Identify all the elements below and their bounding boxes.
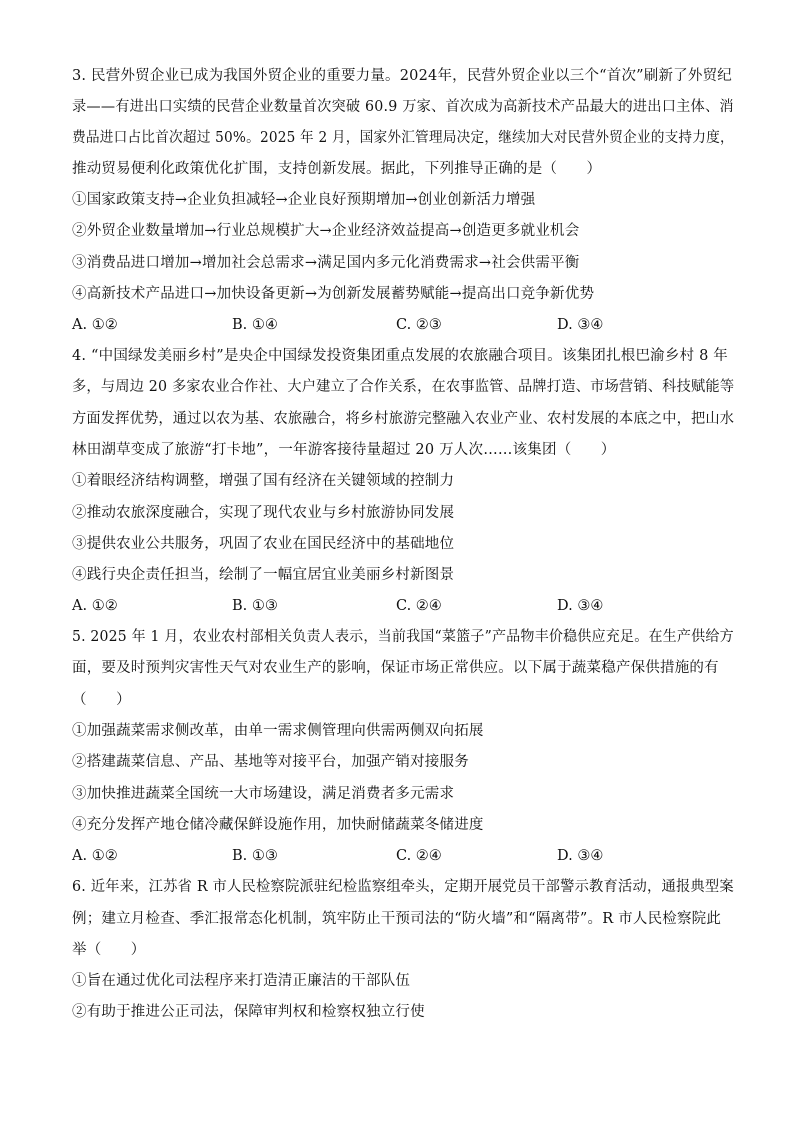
question-3-option-c: C. ②③ bbox=[396, 317, 442, 333]
question-4-item: ③提供农业公共服务，巩固了农业在国民经济中的基础地位 bbox=[72, 536, 455, 552]
question-3-stem-line: 3. 民营外贸企业已成为我国外贸企业的重要力量。2024年，民营外贸企业以三个“首次”刷新了外贸纪 bbox=[72, 68, 732, 84]
question-4-option-a: A. ①② bbox=[72, 598, 118, 614]
question-5-item: ④充分发挥产地仓储冷藏保鲜设施作用，加快耐储蔬菜冬储进度 bbox=[72, 817, 484, 833]
question-6-item: ②有助于推进公正司法，保障审判权和检察权独立行使 bbox=[72, 1004, 425, 1020]
question-6-stem-line: 例；建立月检查、季汇报常态化机制，筑牢防止干预司法的“防火墙”和“隔离带”。R 市人民检察院此 bbox=[72, 911, 722, 927]
question-3-option-a: A. ①② bbox=[72, 317, 118, 333]
question-3-stem-line: 推动贸易便利化政策优化扩围，支持创新发展。据此，下列推导正确的是（ ） bbox=[72, 161, 602, 177]
question-3-stem-line: 录——有进出口实绩的民营企业数量首次突破 60.9 万家、首次成为高新技术产品最大的进出口主体、消 bbox=[72, 99, 734, 115]
question-5-option-c: C. ②④ bbox=[396, 848, 442, 864]
question-5-stem-line: （ ） bbox=[72, 692, 131, 708]
question-6-stem-line: 举（ ） bbox=[72, 942, 146, 958]
question-4-item: ②推动农旅深度融合，实现了现代农业与乡村旅游协同发展 bbox=[72, 505, 455, 521]
question-4-stem-line: 林田湖草变成了旅游“打卡地”，一年游客接待量超过 20 万人次……该集团（ ） bbox=[72, 442, 616, 458]
question-6-item: ①旨在通过优化司法程序来打造清正廉洁的干部队伍 bbox=[72, 973, 411, 989]
question-4-item: ①着眼经济结构调整，增强了国有经济在关键领域的控制力 bbox=[72, 473, 455, 489]
question-4-stem-line: 多，与周边 20 多家农业合作社、大户建立了合作关系，在农事监管、品牌打造、市场营销、科技赋能等 bbox=[72, 379, 735, 395]
question-5-option-b: B. ①③ bbox=[232, 848, 278, 864]
question-3-option-d: D. ③④ bbox=[557, 317, 604, 333]
question-3-item: ④高新技术产品进口→加快设备更新→为创新发展蓄势赋能→提高出口竞争新优势 bbox=[72, 286, 595, 302]
question-4-option-c: C. ②④ bbox=[396, 598, 442, 614]
question-6-stem-line: 6. 近年来，江苏省 R 市人民检察院派驻纪检监察组牵头，定期开展党员干部警示教育活动，通报典型案 bbox=[72, 879, 734, 895]
question-3-item: ①国家政策支持→企业负担减轻→企业良好预期增加→创业创新活力增强 bbox=[72, 192, 536, 208]
question-5-option-d: D. ③④ bbox=[557, 848, 604, 864]
question-3-item: ③消费品进口增加→增加社会总需求→满足国内多元化消费需求→社会供需平衡 bbox=[72, 255, 580, 271]
question-4-item: ④践行央企责任担当，绘制了一幅宜居宜业美丽乡村新图景 bbox=[72, 567, 455, 583]
question-4-option-d: D. ③④ bbox=[557, 598, 604, 614]
question-5-stem-line: 面，要及时预判灾害性天气对农业生产的影响，保证市场正常供应。以下属于蔬菜稳产保供措施的有 bbox=[72, 660, 719, 676]
question-4-stem-line: 方面发挥优势，通过以农为基、农旅融合，将乡村旅游完整融入农业产业、农村发展的本底之中，把山水 bbox=[72, 411, 735, 427]
question-5-option-a: A. ①② bbox=[72, 848, 118, 864]
question-4-stem-line: 4. “中国绿发美丽乡村”是央企中国绿发投资集团重点发展的农旅融合项目。该集团扎根巴渝乡村 8 年 bbox=[72, 348, 729, 364]
question-5-item: ①加强蔬菜需求侧改革，由单一需求侧管理向供需两侧双向拓展 bbox=[72, 723, 484, 739]
question-4-option-b: B. ①③ bbox=[232, 598, 278, 614]
question-3-option-b: B. ①④ bbox=[232, 317, 278, 333]
question-3-stem-line: 费品进口占比首次超过 50%。2025 年 2 月，国家外汇管理局决定，继续加大对民营外贸企业的支持力度， bbox=[72, 130, 734, 146]
question-3-item: ②外贸企业数量增加→行业总规模扩大→企业经济效益提高→创造更多就业机会 bbox=[72, 223, 580, 239]
question-5-item: ③加快推进蔬菜全国统一大市场建设，满足消费者多元需求 bbox=[72, 786, 455, 802]
question-5-item: ②搭建蔬菜信息、产品、基地等对接平台，加强产销对接服务 bbox=[72, 754, 469, 770]
question-5-stem-line: 5. 2025 年 1 月，农业农村部相关负责人表示，当前我国“菜篮子”产品物丰价稳供应充足。在生产供给方 bbox=[72, 629, 734, 645]
